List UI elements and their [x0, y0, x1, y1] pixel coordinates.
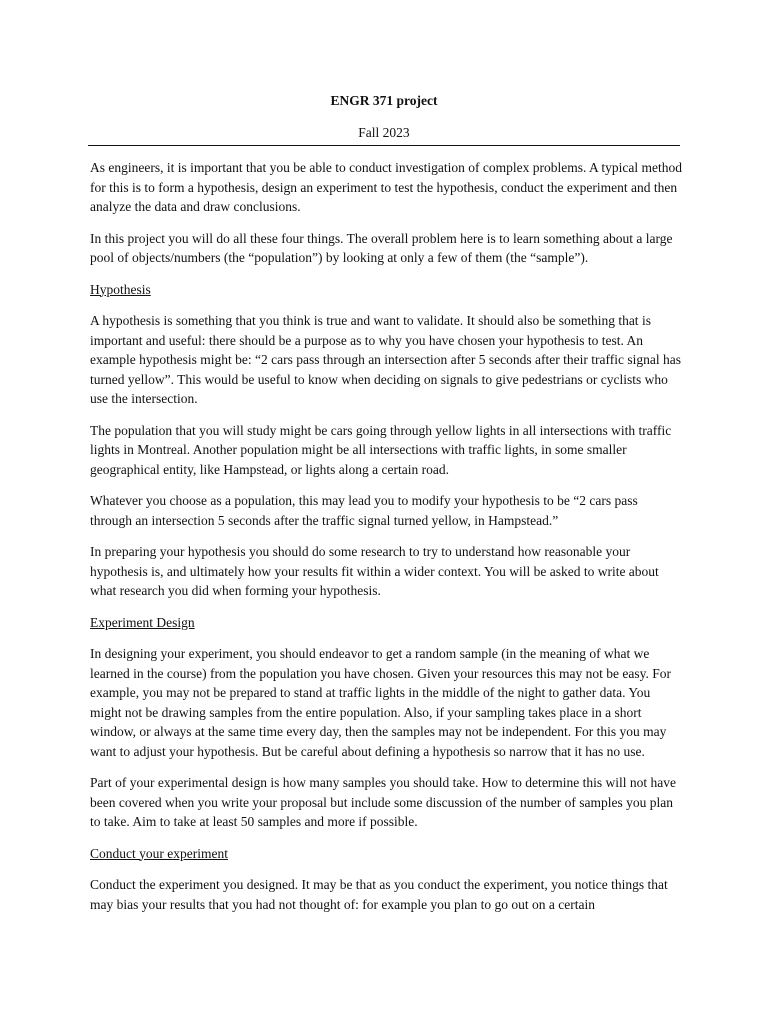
conduct-paragraph-1: Conduct the experiment you designed. It may be that as you conduct the experiment, you notice things that may bias your results that you had not thought of: for example you plan to go out on a certain: [90, 877, 668, 912]
hypothesis-paragraph-2: The population that you will study might be cars going through yellow lights in all intersections with traffic lights in Montreal. Another population might be all intersections with traffic lights, in some smaller geographical entity, like Hampstead, or lights along a certain road.: [90, 422, 672, 477]
title-divider: [88, 145, 680, 146]
design-paragraph-2: Part of your experimental design is how many samples you should take. How to determine this will not have been covered when you write your proposal but include some discussion of the number of samples you plan to take. Aim to take at least 50 samples and more if possible.: [90, 775, 677, 829]
document-body: [90, 158, 682, 926]
section-heading-hypothesis: Hypothesis: [90, 281, 151, 297]
section-heading-experiment-design: Experiment Design: [90, 614, 195, 630]
hypothesis-paragraph-3: Whatever you choose as a population, this may lead you to modify your hypothesis to be “2 cars pass through an intersection 5 seconds after the traffic signal turned yellow, in Hampstead.”: [90, 493, 638, 528]
hypothesis-paragraph-4: In preparing your hypothesis you should do some research to try to understand how reasonable your hypothesis is, and ultimately how your results fit within a wider context. You will be asked to write about what research you did when forming your hypothesis.: [90, 544, 659, 598]
intro-paragraph: As engineers, it is important that you be able to conduct investigation of complex problems. A typical method for this is to form a hypothesis, design an experiment to test the hypothesis, conduct the experiment and then analyze the data and draw conclusions.: [90, 160, 683, 214]
hypothesis-paragraph-1: A hypothesis is something that you think is true and want to validate. It should also be something that is important and useful: there should be a purpose as to why you have chosen your hypothesis to test. An example hypothesis might be: “2 cars pass through an intersection after 5 seconds after their traffic signal has turned yellow”. This would be useful to know when deciding on signals to give pedestrians or cyclists who use the intersection.: [90, 313, 681, 406]
document-subtitle: Fall 2023: [358, 125, 410, 140]
document-title: ENGR 371 project: [330, 93, 438, 108]
design-paragraph-1: In designing your experiment, you should endeavor to get a random sample (in the meaning of what we learned in the course) from the population you have chosen. Given your resources this may not be easy. For example, you may not be prepared to stand at traffic lights in the middle of the night to gather data. You might not be drawing samples from the entire population. Also, if your sampling takes place in a short window, or always at the same time every day, then the samples may not be independent. For this you may want to adjust your hypothesis. But be careful about defining a hypothesis so narrow that it has no use.: [90, 646, 671, 759]
overview-paragraph: In this project you will do all these four things. The overall problem here is to learn something about a large pool of objects/numbers (the “population”) by looking at only a few of them (the “sample”).: [90, 230, 673, 265]
section-heading-conduct-experiment: Conduct your experiment: [90, 845, 228, 861]
